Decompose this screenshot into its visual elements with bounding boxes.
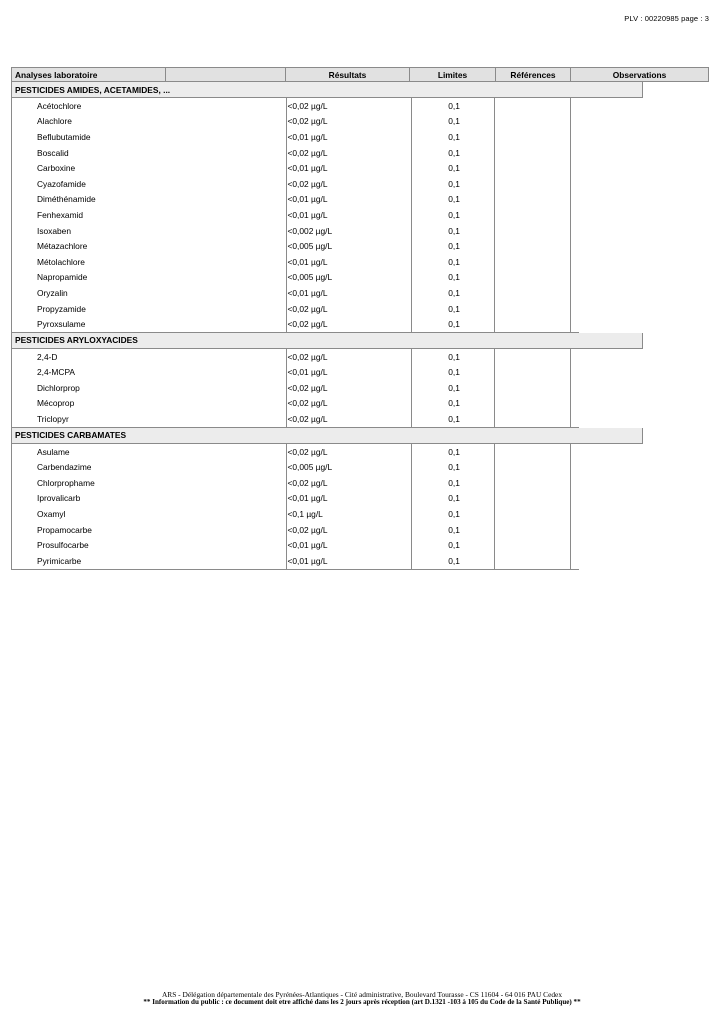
table-row [12, 285, 579, 301]
reference-value [494, 160, 570, 176]
result-value: <0,01 µg/L [286, 491, 412, 507]
reference-value [494, 238, 570, 254]
table-row [12, 192, 579, 208]
observation-value [570, 285, 579, 301]
limit-value: 0,1 [411, 301, 494, 317]
observation-value [570, 506, 579, 522]
result-value: <0,005 µg/L [286, 270, 412, 286]
observation-value [570, 129, 579, 145]
observation-value [570, 316, 579, 332]
reference-value [494, 285, 570, 301]
reference-value [494, 223, 570, 239]
result-value: <0,1 µg/L [286, 506, 412, 522]
analyte-name: Propyzamide [37, 303, 86, 314]
analyte-name: Chlorprophame [37, 477, 95, 488]
limit-value: 0,1 [411, 411, 494, 427]
analyte-name: Asulame [37, 446, 70, 457]
result-value: <0,02 µg/L [286, 316, 412, 332]
limit-value: 0,1 [411, 223, 494, 239]
reference-value [494, 506, 570, 522]
limit-value: 0,1 [411, 553, 494, 569]
result-value: <0,02 µg/L [286, 475, 412, 491]
page-reference: PLV : 00220985 page : 3 [624, 14, 709, 23]
result-value: <0,02 µg/L [286, 522, 412, 538]
analyte-name: Cyazofamide [37, 178, 86, 189]
limit-value: 0,1 [411, 160, 494, 176]
limit-value: 0,1 [411, 129, 494, 145]
limit-value: 0,1 [411, 537, 494, 553]
observation-value [570, 459, 579, 475]
limit-value: 0,1 [411, 396, 494, 412]
table-row [12, 98, 579, 114]
result-value: <0,01 µg/L [286, 192, 412, 208]
reference-value [494, 176, 570, 192]
limit-value: 0,1 [411, 522, 494, 538]
result-value: <0,02 µg/L [286, 411, 412, 427]
table-row [12, 365, 579, 381]
observation-value [570, 522, 579, 538]
limit-value: 0,1 [411, 145, 494, 161]
observation-value [570, 176, 579, 192]
observation-value [570, 301, 579, 317]
observation-value [570, 491, 579, 507]
analyte-name: Alachlore [37, 116, 72, 127]
analyte-name: Diméthénamide [37, 194, 96, 205]
limit-value: 0,1 [411, 349, 494, 365]
limit-value: 0,1 [411, 114, 494, 130]
table-row [12, 316, 579, 332]
table-header [11, 67, 709, 82]
limit-value: 0,1 [411, 238, 494, 254]
table-row [12, 522, 579, 538]
limit-value: 0,1 [411, 380, 494, 396]
analyte-name: Isoxaben [37, 225, 71, 236]
limit-value: 0,1 [411, 506, 494, 522]
limit-value: 0,1 [411, 270, 494, 286]
reference-value [494, 411, 570, 427]
table-row [12, 411, 579, 427]
result-value: <0,01 µg/L [286, 129, 412, 145]
col-references: Références [495, 67, 570, 82]
table-row [12, 301, 579, 317]
analyte-name: Acétochlore [37, 100, 82, 111]
limit-value: 0,1 [411, 254, 494, 270]
col-limites: Limites [409, 67, 495, 82]
table-row [12, 380, 579, 396]
observation-value [570, 192, 579, 208]
observation-value [570, 207, 579, 223]
analyte-name: Carbendazime [37, 462, 92, 473]
observation-value [570, 444, 579, 460]
result-value: <0,01 µg/L [286, 160, 412, 176]
analyte-name: Propamocarbe [37, 524, 92, 535]
table-row [12, 114, 579, 130]
analyte-name: Prosulfocarbe [37, 540, 89, 551]
limit-value: 0,1 [411, 459, 494, 475]
result-value: <0,02 µg/L [286, 396, 412, 412]
reference-value [494, 301, 570, 317]
table-row [12, 506, 579, 522]
reference-value [494, 349, 570, 365]
section-title: PESTICIDES CARBAMATES [11, 428, 643, 444]
table-row [12, 475, 579, 491]
result-value: <0,005 µg/L [286, 459, 412, 475]
table-row [12, 270, 579, 286]
reference-value [494, 98, 570, 114]
table-row [12, 160, 579, 176]
reference-value [494, 444, 570, 460]
section-title: PESTICIDES ARYLOXYACIDES [11, 333, 643, 349]
reference-value [494, 522, 570, 538]
result-value: <0,02 µg/L [286, 349, 412, 365]
result-value: <0,01 µg/L [286, 254, 412, 270]
result-value: <0,02 µg/L [286, 98, 412, 114]
observation-value [570, 238, 579, 254]
analyte-name: Pyroxsulame [37, 319, 86, 330]
table-row [12, 145, 579, 161]
analyte-name: Beflubutamide [37, 131, 91, 142]
observation-value [570, 411, 579, 427]
footer-address: ARS - Délégation départementale des Pyrénées-Atlantiques - Cité administrative, Boulevard Tourasse - CS 11604 - 64 016 PAU Cedex [161, 990, 563, 999]
table-row [12, 238, 579, 254]
reference-value [494, 537, 570, 553]
observation-value [570, 349, 579, 365]
section-rows [11, 349, 579, 428]
limit-value: 0,1 [411, 475, 494, 491]
table-row [12, 444, 579, 460]
result-value: <0,005 µg/L [286, 238, 412, 254]
limit-value: 0,1 [411, 491, 494, 507]
table-body [11, 82, 709, 570]
observation-value [570, 475, 579, 491]
table-row [12, 223, 579, 239]
limit-value: 0,1 [411, 316, 494, 332]
reference-value [494, 491, 570, 507]
reference-value [494, 475, 570, 491]
limit-value: 0,1 [411, 176, 494, 192]
table-section [11, 82, 709, 333]
observation-value [570, 254, 579, 270]
analyte-name: Métazachlore [37, 241, 88, 252]
table-row [12, 254, 579, 270]
section-rows [11, 444, 579, 570]
reference-value [494, 365, 570, 381]
section-rows [11, 98, 579, 333]
analyte-name: Mécoprop [37, 398, 75, 409]
observation-value [570, 160, 579, 176]
result-value: <0,02 µg/L [286, 444, 412, 460]
reference-value [494, 459, 570, 475]
result-value: <0,01 µg/L [286, 365, 412, 381]
result-value: <0,02 µg/L [286, 301, 412, 317]
footer-notice: ** Information du public : ce document doit etre affiché dans les 2 jours après réception (art D.1321 -103 à 105 du Code de la Santé Publique) ** [143, 998, 581, 1006]
analyte-name: 2,4-MCPA [37, 367, 76, 378]
reference-value [494, 145, 570, 161]
observation-value [570, 145, 579, 161]
reference-value [494, 192, 570, 208]
limit-value: 0,1 [411, 98, 494, 114]
limit-value: 0,1 [411, 207, 494, 223]
limit-value: 0,1 [411, 285, 494, 301]
reference-value [494, 396, 570, 412]
col-blank [165, 67, 285, 82]
table-row [12, 176, 579, 192]
result-value: <0,01 µg/L [286, 537, 412, 553]
result-value: <0,02 µg/L [286, 380, 412, 396]
analyte-name: Carboxine [37, 163, 76, 174]
observation-value [570, 270, 579, 286]
table-row [12, 129, 579, 145]
table-row [12, 491, 579, 507]
analyte-name: Oryzalin [37, 287, 68, 298]
section-title: PESTICIDES AMIDES, ACETAMIDES, ... [11, 82, 643, 98]
analyte-name: Pyrimicarbe [37, 555, 82, 566]
limit-value: 0,1 [411, 365, 494, 381]
reference-value [494, 270, 570, 286]
analyte-name: 2,4-D [37, 351, 58, 362]
col-analyses: Analyses laboratoire [11, 67, 165, 82]
result-value: <0,02 µg/L [286, 145, 412, 161]
analyte-name: Napropamide [37, 272, 88, 283]
result-value: <0,002 µg/L [286, 223, 412, 239]
observation-value [570, 380, 579, 396]
reference-value [494, 254, 570, 270]
reference-value [494, 380, 570, 396]
result-value: <0,01 µg/L [286, 553, 412, 569]
reference-value [494, 207, 570, 223]
analyte-name: Boscalid [37, 147, 69, 158]
analyte-name: Iprovalicarb [37, 493, 81, 504]
observation-value [570, 114, 579, 130]
table-section [11, 333, 709, 428]
limit-value: 0,1 [411, 192, 494, 208]
col-resultats: Résultats [285, 67, 409, 82]
observation-value [570, 553, 579, 569]
table-row [12, 553, 579, 569]
observation-value [570, 98, 579, 114]
table-section [11, 428, 709, 570]
reference-value [494, 114, 570, 130]
col-observations: Observations [570, 67, 709, 82]
analyte-name: Dichlorprop [37, 382, 80, 393]
result-value: <0,02 µg/L [286, 176, 412, 192]
table-row [12, 396, 579, 412]
table-row [12, 207, 579, 223]
analyte-name: Fenhexamid [37, 209, 84, 220]
analyte-name: Triclopyr [37, 414, 69, 425]
observation-value [570, 537, 579, 553]
analyte-name: Métolachlore [37, 256, 85, 267]
observation-value [570, 365, 579, 381]
analyte-name: Oxamyl [37, 509, 66, 520]
table-row [12, 459, 579, 475]
reference-value [494, 316, 570, 332]
observation-value [570, 223, 579, 239]
table-row [12, 537, 579, 553]
result-value: <0,02 µg/L [286, 114, 412, 130]
analysis-table [11, 67, 709, 570]
result-value: <0,01 µg/L [286, 207, 412, 223]
reference-value [494, 129, 570, 145]
limit-value: 0,1 [411, 444, 494, 460]
reference-value [494, 553, 570, 569]
table-row [12, 349, 579, 365]
observation-value [570, 396, 579, 412]
result-value: <0,01 µg/L [286, 285, 412, 301]
